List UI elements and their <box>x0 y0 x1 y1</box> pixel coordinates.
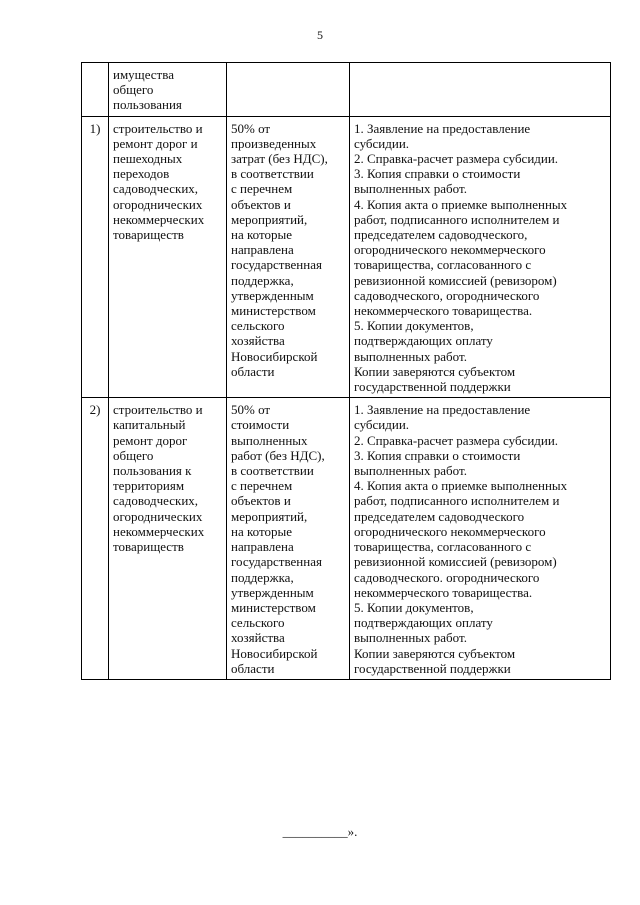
cell-text-line: огороднических <box>113 196 203 212</box>
cell-text-line: мероприятий, <box>231 508 308 524</box>
cell-text-line: председателем садоводческого <box>354 508 525 524</box>
cell-text-line: 4. Копия акта о приемке выполненных <box>354 478 568 494</box>
cell-text-line: выполненных <box>231 432 308 448</box>
cell-text-line: объектов и <box>231 493 291 509</box>
cell-text-line: товарищества, согласованного с <box>354 539 532 555</box>
rate-cell <box>227 398 350 680</box>
cell-text-line: выполненных работ. <box>354 630 467 646</box>
cell-text-line: ревизионной комиссией (ревизором) <box>354 554 557 570</box>
cell-text-line: подтверждающих оплату <box>354 615 493 631</box>
cell-text-line: выполненных работ. <box>354 463 467 479</box>
cell-text-line: некоммерческих <box>113 523 205 539</box>
cell-text-line: области <box>231 363 275 379</box>
cell-text-line: 3. Копия справки о стоимости <box>354 166 521 182</box>
cell-text-line: утвержденным <box>231 584 314 600</box>
page-number: 5 <box>317 28 323 42</box>
cell-text-line: садоводческого, огороднического <box>354 287 540 303</box>
cell-text-line: 5. Копии документов, <box>354 318 474 334</box>
row-number-text: 2) <box>89 402 101 418</box>
cell-text-line: общего <box>113 82 154 98</box>
cell-text-line: с перечнем <box>231 181 293 197</box>
subject-cell <box>109 398 227 680</box>
cell-text-line: Копии заверяются субъектом <box>354 645 516 661</box>
row-number-cell <box>82 63 109 117</box>
cell-text-line: государственная <box>231 257 322 273</box>
cell-text-line: 50% от <box>231 120 271 136</box>
closing-mark: __________». <box>282 824 358 839</box>
cell-text-line: некоммерческих <box>113 211 205 227</box>
cell-text-line: направлена <box>231 539 294 555</box>
cell-text-line: государственная <box>231 554 322 570</box>
cell-text-line: переходов <box>113 166 170 182</box>
cell-text-line: в соответствии <box>231 463 314 479</box>
cell-text-line: мероприятий, <box>231 211 308 227</box>
subject-cell <box>109 116 227 398</box>
cell-text-line: 4. Копия акта о приемке выполненных <box>354 196 568 212</box>
rate-cell <box>227 116 350 398</box>
documents-cell <box>350 63 611 117</box>
cell-text-line: на которые <box>231 227 292 243</box>
cell-text-line: 1. Заявление на предоставление <box>354 120 531 136</box>
cell-text-line: субсидии. <box>354 417 410 433</box>
cell-text-line: 2. Справка-расчет размера субсидии. <box>354 432 559 448</box>
cell-text-line: выполненных работ. <box>354 348 467 364</box>
cell-text-line: строительство и <box>113 402 203 418</box>
cell-text-line: некоммерческого товарищества. <box>354 303 533 319</box>
cell-text-line: в соответствии <box>231 166 314 182</box>
documents-cell <box>350 116 611 398</box>
cell-text-line: государственной поддержки <box>354 379 511 395</box>
cell-text-line: огороднического некоммерческого <box>354 242 546 258</box>
cell-text-line: поддержка, <box>231 272 294 288</box>
subject-cell <box>109 63 227 117</box>
cell-text-line: хозяйства <box>231 630 285 646</box>
subsidy-table <box>81 62 611 680</box>
cell-text-line: товариществ <box>113 539 184 555</box>
table-row <box>82 63 611 117</box>
cell-text-line: председателем садоводческого, <box>354 227 528 243</box>
cell-text-line: ремонт дорог <box>113 432 188 448</box>
cell-text-line: хозяйства <box>231 333 285 349</box>
cell-text-line: 5. Копии документов, <box>354 599 474 615</box>
cell-text-line: некоммерческого товарищества. <box>354 584 533 600</box>
documents-cell <box>350 398 611 680</box>
cell-text-line: 50% от <box>231 402 271 418</box>
cell-text-line: министерством <box>231 599 316 615</box>
cell-text-line: пользования <box>113 97 182 113</box>
cell-text-line: пешеходных <box>113 151 183 167</box>
cell-text-line: Копии заверяются субъектом <box>354 363 516 379</box>
cell-text-line: Новосибирской <box>231 645 318 661</box>
cell-text-line: области <box>231 660 275 676</box>
table-row <box>82 398 611 680</box>
cell-text-line: на которые <box>231 523 292 539</box>
cell-text-line: огороднического некоммерческого <box>354 523 546 539</box>
cell-text-line: с перечнем <box>231 478 293 494</box>
rate-cell <box>227 63 350 117</box>
cell-text-line: стоимости <box>231 417 290 433</box>
cell-text-line: объектов и <box>231 196 291 212</box>
row-number-cell <box>82 398 109 680</box>
cell-text-line: произведенных <box>231 135 317 151</box>
cell-text-line: работ, подписанного исполнителем и <box>354 493 560 509</box>
cell-text-line: подтверждающих оплату <box>354 333 493 349</box>
cell-text-line: ремонт дорог и <box>113 135 198 151</box>
cell-text-line: направлена <box>231 242 294 258</box>
cell-text-line: Новосибирской <box>231 348 318 364</box>
cell-text-line: сельского <box>231 615 285 631</box>
cell-text-line: затрат (без НДС), <box>231 151 328 167</box>
row-number-text: 1) <box>89 120 101 136</box>
cell-text-line: ревизионной комиссией (ревизором) <box>354 272 557 288</box>
cell-text-line: территориям <box>113 478 185 494</box>
cell-text-line: пользования к <box>113 463 192 479</box>
cell-text-line: товариществ <box>113 227 184 243</box>
cell-text-line: работ (без НДС), <box>231 447 325 463</box>
cell-text-line: 2. Справка-расчет размера субсидии. <box>354 151 559 167</box>
cell-text-line: министерством <box>231 303 316 319</box>
cell-text-line: поддержка, <box>231 569 294 585</box>
cell-text-line: садоводческих, <box>113 493 199 509</box>
cell-text-line: выполненных работ. <box>354 181 467 197</box>
cell-text-line: капитальный <box>113 417 186 433</box>
table-row <box>82 116 611 398</box>
cell-text-line: товарищества, согласованного с <box>354 257 532 273</box>
cell-text-line: 3. Копия справки о стоимости <box>354 447 521 463</box>
table-body <box>82 63 611 680</box>
cell-text-line: утвержденным <box>231 287 314 303</box>
cell-text-line: государственной поддержки <box>354 660 511 676</box>
cell-text-line: 1. Заявление на предоставление <box>354 402 531 418</box>
cell-text-line: субсидии. <box>354 135 410 151</box>
cell-text-line: сельского <box>231 318 285 334</box>
row-number-cell <box>82 116 109 398</box>
cell-text-line: работ, подписанного исполнителем и <box>354 211 560 227</box>
cell-text-line: строительство и <box>113 120 203 136</box>
cell-text-line: общего <box>113 447 154 463</box>
cell-text-line: садоводческого. огороднического <box>354 569 540 585</box>
cell-text-line: садоводческих, <box>113 181 199 197</box>
cell-text-line: огороднических <box>113 508 203 524</box>
cell-text-line: имущества <box>113 67 174 82</box>
